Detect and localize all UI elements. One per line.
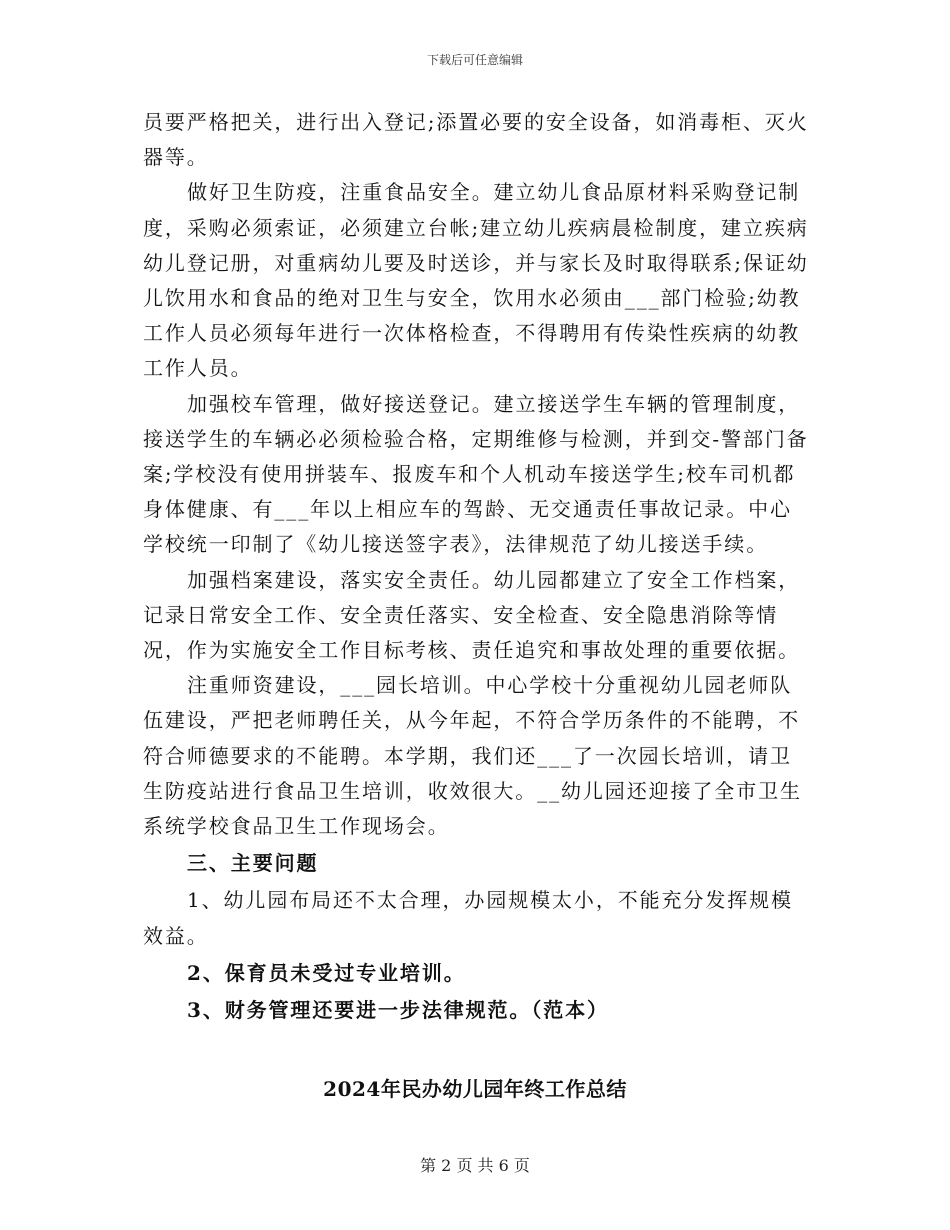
- issue-item-1: 1、幼儿园布局还不太合理，办园规模太小，不能充分发挥规模效益。: [143, 888, 793, 948]
- section-heading-main-issues: 三、主要问题: [187, 851, 319, 876]
- paragraph-archives: 加强档案建设，落实安全责任。幼儿园都建立了安全工作档案，记录日常安全工作、安全责任落实、安全检查、安全隐患消除等情况，作为实施安全工作目标考核、责任追究和事故处理的重要依据。: [143, 567, 801, 663]
- paragraph-teacher-training: 注重师资建设，___园长培训。中心学校十分重视幼儿园老师队伍建设，严把老师聘任关，从今年起，不符合学历条件的不能聘，不符合师德要求的不能聘。本学期，我们还___了一次园长培训，请卫生防疫站进行食品卫生培训，收效很大。__幼儿园还迎接了全市卫生系统学校食品卫生工作现场会。: [143, 673, 802, 839]
- issue-item-2: 2、保育员未受过专业培训。: [187, 960, 466, 985]
- issue-item-3: 3、财务管理还要进一步法律规范。（范本）: [187, 998, 609, 1023]
- paragraph-food-safety: 做好卫生防疫，注重食品安全。建立幼儿食品原材料采购登记制度，采购必须索证，必须建立台帐;建立幼儿疾病晨检制度，建立疾病幼儿登记册，对重病幼儿要及时送诊，并与家长及时取得联系;保证幼儿饮用水和食品的绝对卫生与安全，饮用水必须由___部门检验;幼教工作人员必须每年进行一次体格检查，不得聘用有传染性疾病的幼教工作人员。: [143, 180, 809, 381]
- paragraph-school-bus: 加强校车管理，做好接送登记。建立接送学生车辆的管理制度，接送学生的车辆必必须检验合格，定期维修与检测，并到交-警部门备案;学校没有使用拼装车、报废车和个人机动车接送学生;校车司机都身体健康、有___年以上相应车的驾龄、无交通责任事故记录。中心学校统一印制了《幼儿接送签字表》，法律规范了幼儿接送手续。: [143, 391, 809, 557]
- next-document-title: 2024年民办幼儿园年终工作总结: [323, 1077, 627, 1101]
- page-number: 第 2 页 共 6 页: [420, 1156, 530, 1175]
- document-body: [143, 105, 811, 1028]
- page-header-note: 下载后可任意编辑: [426, 53, 523, 67]
- paragraph-security-equipment: 员要严格把关，进行出入登记;添置必要的安全设备，如消毒柜、灭火器等。: [143, 110, 809, 170]
